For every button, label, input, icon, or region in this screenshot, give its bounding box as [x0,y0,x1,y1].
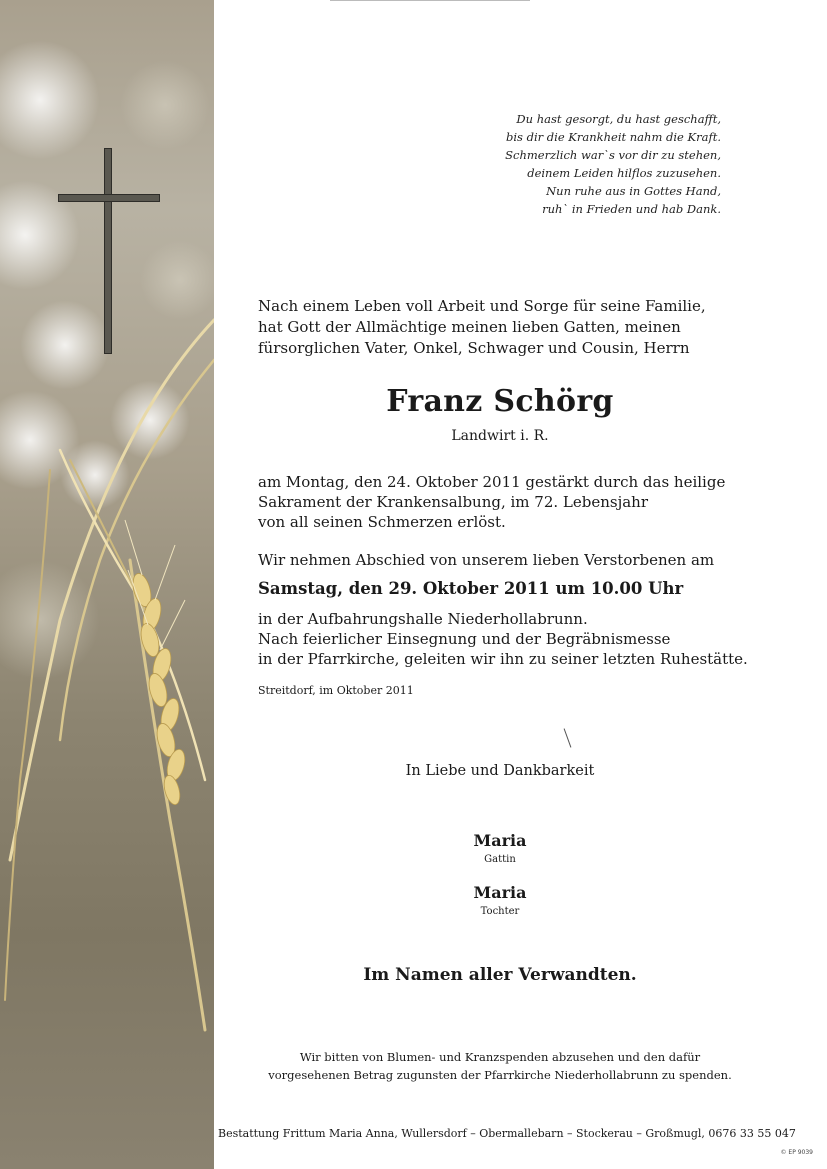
relatives-line: Im Namen aller Verwandten. [363,965,637,985]
intro-line: fürsorglichen Vater, Onkel, Schwager und Cousin, Herrn [258,339,690,357]
poem-line: Du hast gesorgt, du hast geschafft, [516,112,721,126]
funeral-details-line: in der Aufbahrungshalle Niederhollabrunn. [258,610,588,628]
death-notice-line: Sakrament der Krankensalbung, im 72. Lebensjahr [258,493,649,511]
funeral-details-line: in der Pfarrkirche, geleiten wir ihn zu seiner letzten Ruhestätte. [258,650,748,668]
funeral-details [258,609,748,669]
mourner-relation: Gattin [484,854,516,865]
funeral-details-line: Nach feierlicher Einsegnung und der Begräbnismesse [258,630,671,648]
funeral-date: Samstag, den 29. Oktober 2011 um 10.00 Uhr [258,579,684,598]
top-rule [330,0,530,1]
intro-line: Nach einem Leben voll Arbeit und Sorge für seine Familie, [258,297,706,315]
donation-note [258,1048,742,1084]
cross-icon [58,148,160,354]
death-notice-line: von all seinen Schmerzen erlöst. [258,513,506,531]
intro-line: hat Gott der Allmächtige meinen lieben Gatten, meinen [258,318,681,336]
closing-text: In Liebe und Dankbarkeit [405,763,595,779]
decorative-side-panel [0,0,214,1169]
poem-line: deinem Leiden hilflos zuzusehen. [527,166,721,180]
funeral-home-footer: Bestattung Frittum Maria Anna, Wullersdorf – Obermallebarn – Stockerau – Großmugl, 0676 33 55 047 [218,1127,796,1140]
mourner-name: Maria [473,883,527,902]
death-notice-line: am Montag, den 24. Oktober 2011 gestärkt durch das heilige [258,473,726,491]
intro-text [258,296,706,359]
death-notice [258,472,725,532]
scan-mark [564,728,572,747]
deceased-name: Franz Schörg [386,384,614,419]
donation-line: vorgesehenen Betrag zugunsten der Pfarrkirche Niederhollabrunn zu spenden. [268,1068,732,1082]
poem [505,110,721,218]
poem-line: bis dir die Krankheit nahm die Kraft. [506,130,721,144]
poem-line: Schmerzlich war`s vor dir zu stehen, [505,148,721,162]
farewell-text: Wir nehmen Abschied von unserem lieben Verstorbenen am [258,551,715,569]
poem-line: ruh` in Frieden und hab Dank. [542,202,721,216]
print-code: © EP 9039 [780,1149,813,1156]
mourner-name: Maria [473,831,527,850]
poem-line: Nun ruhe aus in Gottes Hand, [546,184,721,198]
donation-line: Wir bitten von Blumen- und Kranzspenden abzusehen und den dafür [299,1050,701,1064]
place-date: Streitdorf, im Oktober 2011 [258,684,414,697]
mourner-relation: Tochter [480,906,520,917]
deceased-occupation: Landwirt i. R. [451,428,549,444]
